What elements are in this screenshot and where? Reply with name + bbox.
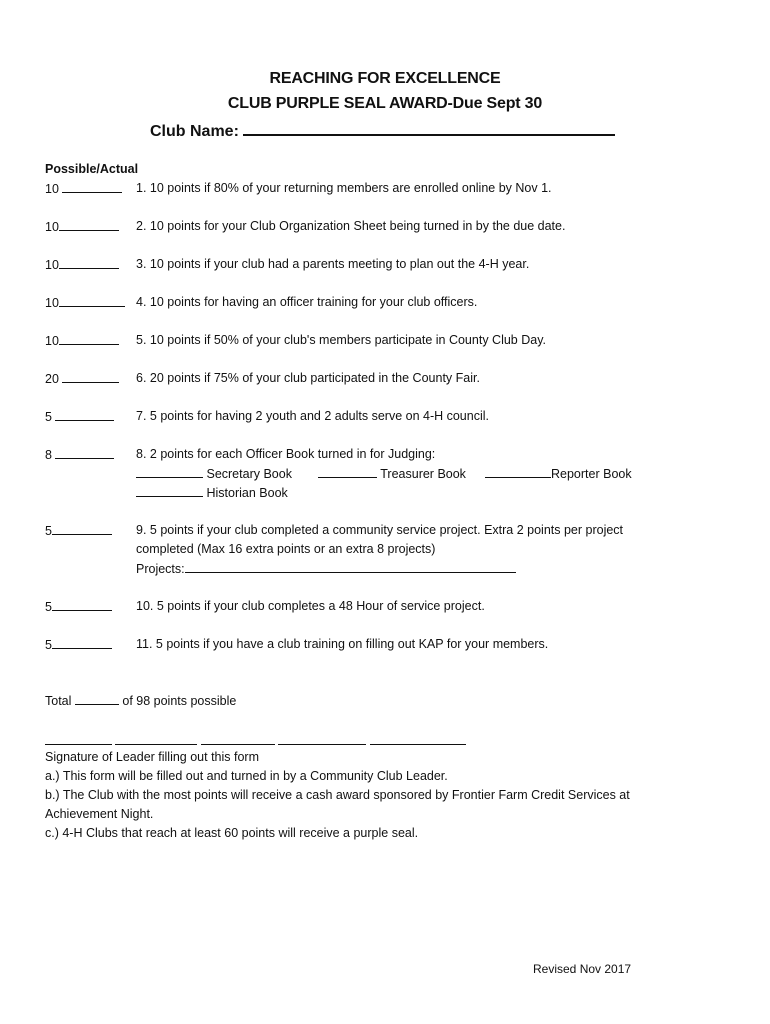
reporter-book-blank[interactable] <box>485 466 551 478</box>
actual-points-blank[interactable] <box>59 295 125 307</box>
actual-points-blank[interactable] <box>52 523 112 535</box>
actual-points-blank[interactable] <box>62 371 119 383</box>
item-row-10 <box>45 599 745 617</box>
item-9-continued: completed (Max 16 extra points or an extra 8 projects) <box>136 542 436 556</box>
note-b: b.) The Club with the most points will receive a cash award sponsored by Frontier Farm Credit Services at <box>45 788 630 802</box>
item-row-8 <box>45 447 745 465</box>
item-row-1 <box>45 181 745 199</box>
item-text: 8. 2 points for each Officer Book turned in for Judging: <box>136 447 436 461</box>
secretary-book-label: Secretary Book <box>206 467 292 481</box>
actual-points-blank[interactable] <box>55 409 114 421</box>
signature-blank[interactable] <box>201 733 275 745</box>
item-text: 5. 10 points if 50% of your club's members participate in County Club Day. <box>136 333 546 347</box>
item-row-5 <box>45 333 745 351</box>
item-text: 10. 5 points if your club completes a 48 Hour of service project. <box>136 599 485 613</box>
item-points: 5 <box>45 599 112 614</box>
actual-points-blank[interactable] <box>59 219 119 231</box>
signature-blank[interactable] <box>370 733 466 745</box>
note-a: a.) This form will be filled out and turned in by a Community Club Leader. <box>45 769 448 783</box>
item-points: 5 <box>45 637 112 652</box>
item-points: 8 <box>45 447 114 462</box>
item-points: 10 <box>45 295 125 310</box>
revision-date: Revised Nov 2017 <box>533 962 632 976</box>
treasurer-book-blank[interactable] <box>318 466 377 478</box>
projects-blank[interactable] <box>185 561 516 573</box>
item-row-7 <box>45 409 745 427</box>
secretary-book-line <box>136 466 292 481</box>
item-points: 10 <box>45 257 119 272</box>
total-suffix: of 98 points possible <box>122 694 237 708</box>
signature-label: Signature of Leader filling out this form <box>45 750 260 764</box>
club-name-label: Club Name: <box>150 123 239 140</box>
item-points: 10 <box>45 219 119 234</box>
total-blank[interactable] <box>75 693 119 705</box>
signature-blank[interactable] <box>115 733 197 745</box>
item-row-11 <box>45 637 745 655</box>
item-row-2 <box>45 219 745 237</box>
item-row-6 <box>45 371 745 389</box>
item-text: 11. 5 points if you have a club training on filling out KAP for your members. <box>136 637 549 651</box>
total-line <box>45 693 236 708</box>
item-points: 5 <box>45 409 114 424</box>
treasurer-book-label: Treasurer Book <box>380 467 466 481</box>
signature-blank[interactable] <box>278 733 366 745</box>
item-row-9 <box>45 523 745 541</box>
form-subtitle: CLUB PURPLE SEAL AWARD-Due Sept 30 <box>227 95 543 112</box>
item-points: 20 <box>45 371 119 386</box>
signature-blanks <box>45 733 466 748</box>
club-name-line[interactable] <box>243 120 615 136</box>
actual-points-blank[interactable] <box>55 447 114 459</box>
item-text: 7. 5 points for having 2 youth and 2 adults serve on 4-H council. <box>136 409 489 423</box>
item-points: 10 <box>45 333 119 348</box>
projects-line <box>136 561 516 576</box>
historian-book-line <box>136 485 288 500</box>
possible-actual-header: Possible/Actual <box>45 162 139 176</box>
signature-blank[interactable] <box>45 733 112 745</box>
actual-points-blank[interactable] <box>59 257 119 269</box>
actual-points-blank[interactable] <box>52 599 112 611</box>
item-text: 3. 10 points if your club had a parents meeting to plan out the 4-H year. <box>136 257 530 271</box>
treasurer-book-line <box>318 466 466 481</box>
item-row-4 <box>45 295 745 313</box>
reporter-book-label: Reporter Book <box>551 467 632 481</box>
actual-points-blank[interactable] <box>62 181 122 193</box>
form-title: REACHING FOR EXCELLENCE <box>269 70 501 87</box>
item-text: 1. 10 points if 80% of your returning members are enrolled online by Nov 1. <box>136 181 552 195</box>
projects-label: Projects: <box>136 562 185 576</box>
historian-book-label: Historian Book <box>206 486 288 500</box>
item-text: 2. 10 points for your Club Organization Sheet being turned in by the due date. <box>136 219 566 233</box>
item-text: 6. 20 points if 75% of your club participated in the County Fair. <box>136 371 480 385</box>
actual-points-blank[interactable] <box>52 637 112 649</box>
item-row-3 <box>45 257 745 275</box>
note-b-continued: Achievement Night. <box>45 807 154 821</box>
item-text: 4. 10 points for having an officer training for your club officers. <box>136 295 478 309</box>
total-label: Total <box>45 694 72 708</box>
item-points: 10 <box>45 181 122 196</box>
item-text: 9. 5 points if your club completed a community service project. Extra 2 points per project <box>136 523 624 537</box>
note-c: c.) 4-H Clubs that reach at least 60 points will receive a purple seal. <box>45 826 419 840</box>
club-name-field <box>150 120 615 141</box>
historian-book-blank[interactable] <box>136 485 203 497</box>
item-points: 5 <box>45 523 112 538</box>
reporter-book-line <box>485 466 632 481</box>
actual-points-blank[interactable] <box>59 333 119 345</box>
secretary-book-blank[interactable] <box>136 466 203 478</box>
